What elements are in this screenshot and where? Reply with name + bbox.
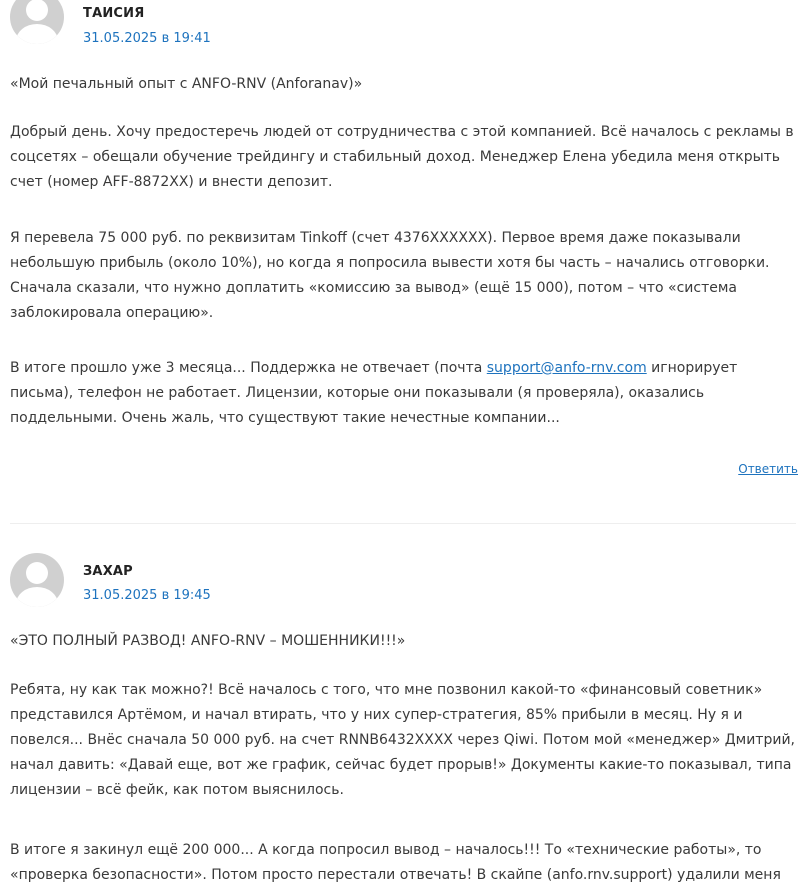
support-email-link[interactable]: support@anfo-rnv.com	[486, 360, 647, 376]
comment-paragraph	[10, 356, 800, 431]
comment-paragraph: Ребята, ну как так можно?! Всё началось с того, что мне позвонил какой-то «финансовый советник» представился Артёмом, и начал втирать, что у них супер-стратегия, 85% прибыли в месяц. Ну я и повелся... Внёс сначала 50 000 руб. на счет RNNB6432XXXX через Qiwi. Потом мой «менеджер» Дмитрий, начал давить: «Давай еще, вот же график, сейчас будет прорыв!» Документы какие-то показывал, типа лицензии – всё фейк, как потом выяснилось.	[10, 682, 795, 798]
paragraph-text: В итоге прошло уже 3 месяца... Поддержка не отвечает (почта	[10, 360, 487, 376]
comment-paragraph: Я перевела 75 000 руб. по реквизитам Tinkoff (счет 4376XXXXXX). Первое время даже показывали небольшую прибыль (около 10%), но когда я попросила вывести хотя бы часть – начались отговорки. Сначала сказали, что нужно доплатить «комиссию за вывод» (ещё 15 000), потом – что «система заблокировала операцию».	[10, 230, 770, 321]
comment-paragraph: В итоге я закинул ещё 200 000... А когда попросил вывод – началось!!! То «технические работы», то «проверка безопасности». Потом просто перестали отвечать! В скайпе (anfo.rnv.support) удалили меня	[10, 842, 781, 883]
comment-title: «Мой печальный опыт с ANFO-RNV (Anforanav)»	[10, 76, 363, 92]
comment-author: ЗАХАР	[83, 564, 133, 579]
comment-divider	[10, 523, 796, 524]
avatar-head-shape	[26, 0, 48, 21]
avatar-head-shape	[26, 562, 48, 584]
avatar-body-shape	[16, 24, 58, 44]
comment-paragraph: Добрый день. Хочу предостеречь людей от сотрудничества с этой компанией. Всё началось с рекламы в соцсетях – обещали обучение трейдингу и стабильный доход. Менеджер Елена убедила меня открыть счет (номер AFF-8872XX) и внести депозит.	[10, 124, 794, 190]
avatar-body-shape	[16, 587, 58, 607]
comment-title: «ЭТО ПОЛНЫЙ РАЗВОД! ANFO-RNV – МОШЕННИКИ!!!»	[10, 633, 406, 649]
reply-link[interactable]: Ответить	[738, 462, 798, 476]
paragraph-text: игнорирует письма), телефон не работает. Лицензии, которые они показывали (я проверяла), оказались поддельными. Очень жаль, что существуют такие нечестные компании...	[10, 360, 738, 426]
comment-date-link[interactable]: 31.05.2025 в 19:45	[83, 588, 211, 603]
avatar	[10, 0, 64, 44]
comment-author: ТАИСИЯ	[83, 6, 145, 21]
comment-date-link[interactable]: 31.05.2025 в 19:41	[83, 31, 211, 46]
avatar	[10, 553, 64, 607]
